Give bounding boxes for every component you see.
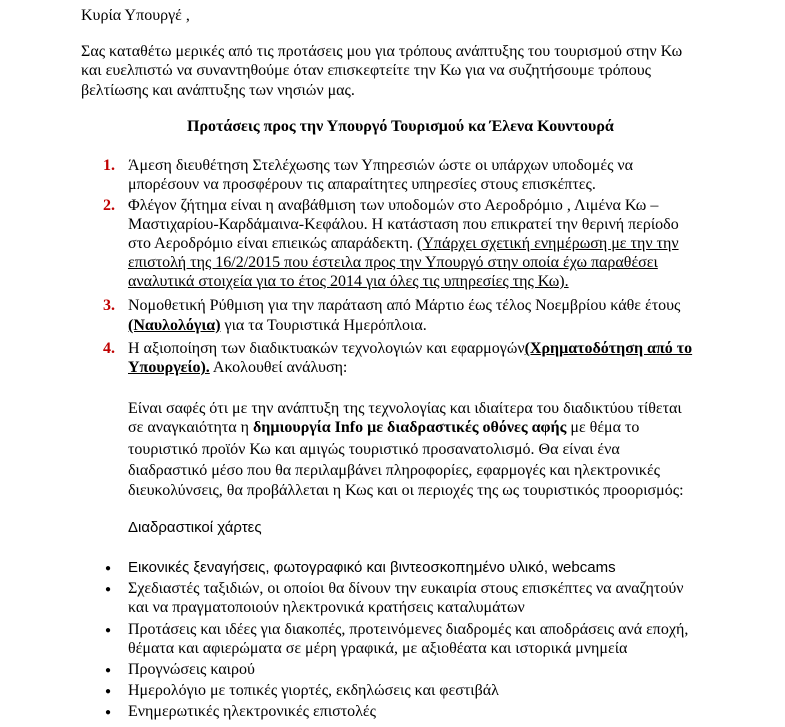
proposal-bold-term: (Χρηματοδότηση από το bbox=[524, 340, 693, 357]
proposal-text: Φλέγον ζήτημα είναι η αναβάθμιση των υποδομών στο Αεροδρόμιο , Λιμένα Κω – bbox=[128, 197, 659, 214]
proposal-text: μπορέσουν να προσφέρουν τις απαραίτητες υπηρεσίες στους επισκέπτες. bbox=[128, 176, 596, 193]
proposal-text bbox=[128, 234, 679, 253]
analysis-text: Είναι σαφές ότι με την ανάπτυξη της τεχνολογίας και ιδιαίτερα του διαδικτύου τίθεται bbox=[128, 400, 682, 417]
proposal-number: 3. bbox=[103, 297, 115, 314]
bullet-icon: ● bbox=[105, 686, 112, 697]
bullet-text: Ημερολόγιο με τοπικές γιορτές, εκδηλώσεις και φεστιβάλ bbox=[128, 682, 499, 699]
proposal-text: Μαστιχαρίου-Καρδάμαινα-Κεφάλου. Η κατάσταση που επικρατεί την θερινή περίοδο bbox=[128, 216, 679, 233]
bullet-icon: ● bbox=[105, 563, 112, 574]
analysis-text: σε αναγκαιότητα η δημιουργία Info με διαδραστικές οθόνες αφής με θέμα το bbox=[128, 419, 640, 436]
analysis-text: τουριστικό προϊόν Κω και αμιγώς τουριστικό προσανατολισμό. Θα είναι ένα bbox=[128, 441, 620, 458]
proposal-text: (Ναυλολόγια) για τα Τουριστικά Ημερόπλοια. bbox=[128, 317, 427, 334]
analysis-text: διευκολύνσεις, θα προβάλλεται η Κως και οι περιοχές της ως τουριστικός προορισμός: bbox=[128, 482, 684, 499]
intro-line: βελτίωσης και ανάπτυξης των νησιών μας. bbox=[81, 82, 355, 99]
intro-line: Σας καταθέτω μερικές από τις προτάσεις μου για τρόπους ανάπτυξης του τουρισμού στην Κω bbox=[81, 43, 683, 60]
proposal-text: Νομοθετική Ρύθμιση για την παράταση από Μάρτιο έως τέλος Νοεμβρίου κάθε έτους bbox=[128, 297, 681, 314]
bullet-text: και να πραγματοποιούν ηλεκτρονικά κρατήσεις καταλυμάτων bbox=[128, 599, 525, 616]
bullet-icon: ● bbox=[105, 625, 112, 636]
bullet-icon: ● bbox=[105, 707, 112, 718]
bullet-text: Εικονικές ξεναγήσεις, φωτογραφικό και βιντεοσκοπημένο υλικό, webcams bbox=[128, 559, 616, 576]
bullet-text: Ενημερωτικές ηλεκτρονικές επιστολές bbox=[128, 703, 376, 720]
proposal-note-underlined: επιστολή της 16/2/2015 που έστειλα προς την Υπουργό στην οποία έχω παραθέσει bbox=[128, 254, 658, 271]
proposal-number: 1. bbox=[103, 157, 115, 174]
bullet-text: Προγνώσεις καιρού bbox=[128, 661, 255, 678]
proposal-text: Άμεση διευθέτηση Στελέχωσης των Υπηρεσιών ώστε οι υπάρχων υποδομές να bbox=[128, 157, 634, 174]
proposals-heading: Προτάσεις προς την Υπουργό Τουρισμού κα Έλενα Κουντουρά bbox=[187, 118, 614, 135]
proposal-text: Υπουργείο). Ακολουθεί ανάλυση: bbox=[128, 359, 348, 376]
bullet-text: Σχεδιαστές ταξιδιών, οι οποίοι θα δίνουν την ευκαιρία στους επισκέπτες να αναζητούν bbox=[128, 580, 684, 597]
proposal-bold-term: Υπουργείο). bbox=[128, 359, 210, 376]
bullet-text: θέματα και αφιερώματα σε μέρη γραφικά, με αξιοθέατα και ιστορικά μνημεία bbox=[128, 640, 628, 657]
bullet-icon: ● bbox=[105, 584, 112, 595]
proposal-bold-term: (Ναυλολόγια) bbox=[128, 317, 221, 334]
proposal-number: 2. bbox=[103, 197, 115, 214]
proposal-note-underlined: αναλυτικά στοιχεία για το έτος 2014 για όλες τις υπηρεσίες της Κω). bbox=[128, 273, 569, 290]
analysis-text: διαδραστικό μέσο που θα περιλαμβάνει πληροφορίες, εφαρμογές και ηλεκτρονικές bbox=[128, 462, 660, 479]
proposal-text: Η αξιοποίηση των διαδικτυακών τεχνολογιών και εφαρμογών(Χρηματοδότηση από το bbox=[128, 340, 693, 357]
proposal-number: 4. bbox=[103, 340, 115, 357]
greeting: Κυρία Υπουργέ , bbox=[81, 7, 190, 24]
intro-line: και ευελπιστώ να συναντηθούμε όταν επισκεφτείτε την Κω για να συζητήσουμε τρόπους bbox=[81, 62, 651, 79]
bullet-icon: ● bbox=[105, 665, 112, 676]
proposal-text-plain: στο Αεροδρόμιο είναι επιεικώς απαράδεκτη. bbox=[128, 235, 418, 252]
analysis-bold-term: δημιουργία Info με διαδραστικές οθόνες αφής bbox=[253, 419, 567, 436]
subheading: Διαδραστικοί χάρτες bbox=[128, 519, 262, 536]
bullet-text: Προτάσεις και ιδέες για διακοπές, προτεινόμενες διαδρομές και αποδράσεις ανά εποχή, bbox=[128, 621, 689, 638]
proposal-note-underlined: (Υπάρχει σχετική ενημέρωση με την την bbox=[417, 235, 679, 252]
